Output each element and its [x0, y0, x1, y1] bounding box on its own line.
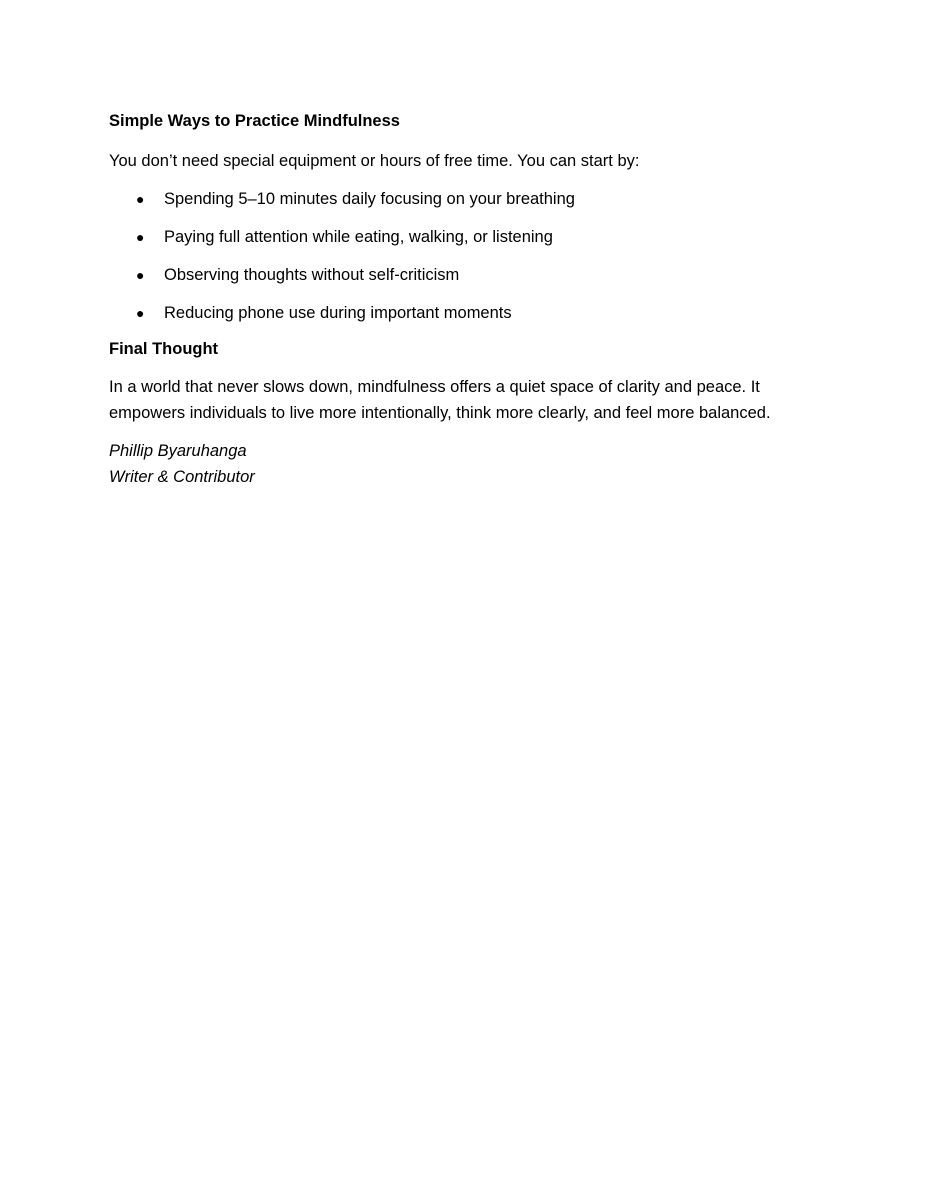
list-item [109, 186, 818, 212]
bullet-icon: ● [136, 305, 145, 321]
bullet-icon: ● [136, 267, 145, 283]
final-paragraph-line: empowers individuals to live more intentionally, think more clearly, and feel more balanced. [109, 404, 771, 422]
list-item [109, 262, 818, 288]
final-paragraph-line: In a world that never slows down, mindfulness offers a quiet space of clarity and peace. It [109, 378, 760, 396]
list-item [109, 300, 818, 326]
list-item [109, 224, 818, 250]
author-name: Phillip Byaruhanga [109, 442, 247, 460]
final-paragraph [109, 374, 818, 426]
section-heading: Simple Ways to Practice Mindfulness [109, 112, 400, 130]
bullet-icon: ● [136, 229, 145, 245]
list-item-text: Observing thoughts without self-criticism [164, 266, 460, 284]
intro-paragraph: You don’t need special equipment or hours of free time. You can start by: [109, 152, 640, 170]
list-item-text: Spending 5–10 minutes daily focusing on your breathing [164, 190, 575, 208]
signature-block [109, 438, 818, 490]
bullet-icon: ● [136, 191, 145, 207]
author-role: Writer & Contributor [109, 468, 255, 486]
tips-list [109, 186, 818, 326]
list-item-text: Reducing phone use during important moments [164, 304, 512, 322]
final-heading: Final Thought [109, 340, 219, 358]
list-item-text: Paying full attention while eating, walking, or listening [164, 228, 553, 246]
